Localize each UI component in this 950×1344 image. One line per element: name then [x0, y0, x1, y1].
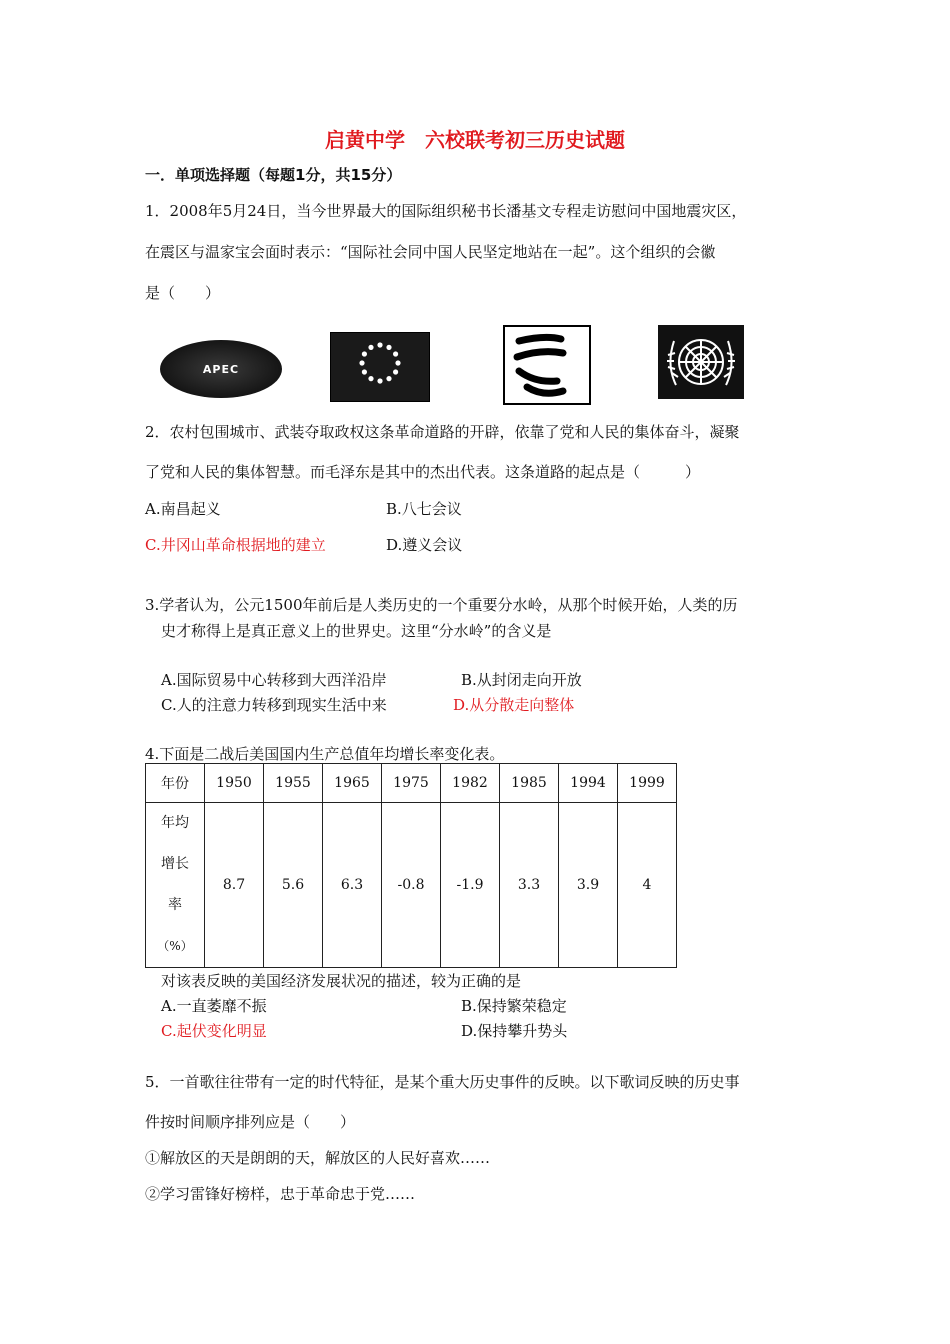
q2-option-a: A.南昌起义 [145, 500, 221, 518]
table-header-row [146, 764, 677, 803]
q5-line2: 件按时间顺序排列应是（ ） [145, 1113, 356, 1131]
row-label-part: 年均 [161, 815, 189, 831]
table-year-cell: 1950 [205, 764, 264, 803]
q4-option-a: A.一直萎靡不振 [161, 997, 267, 1015]
q3-option-d: D.从分散走向整体 [453, 696, 575, 714]
q2-option-d: D.遵义会议 [386, 536, 463, 554]
row-label-part: （%） [157, 939, 193, 953]
q1-line1: 1．2008年5月24日，当今世界最大的国际组织秘书长潘基文专程走访慰问中国地震灾区， [145, 202, 747, 220]
table-year-cell: 1975 [382, 764, 441, 803]
table-value-cell: 5.6 [264, 803, 323, 968]
q1-line2: 在震区与温家宝会面时表示：“国际社会同中国人民坚定地站在一起”。这个组织的会徽 [145, 243, 716, 261]
table-value-cell: 3.3 [500, 803, 559, 968]
table-year-cell: 1999 [618, 764, 677, 803]
table-year-cell: 1985 [500, 764, 559, 803]
table-value-cell: 4 [618, 803, 677, 968]
table-year-cell: 1982 [441, 764, 500, 803]
table-year-cell: 1994 [559, 764, 618, 803]
page-title: 启黄中学 六校联考初三历史试题 [325, 128, 625, 152]
q5-line1: 5．一首歌往往带有一定的时代特征，是某个重大历史事件的反映。以下歌词反映的历史事 [145, 1073, 740, 1091]
row-label-part: 率 [168, 897, 182, 913]
q4-line1: 4.下面是二战后美国国内生产总值年均增长率变化表。 [145, 745, 505, 763]
q4-option-d: D.保持攀升势头 [461, 1022, 568, 1040]
un-emblem-icon [658, 325, 744, 399]
q4-option-c: C.起伏变化明显 [161, 1022, 267, 1040]
q5-item-2: ②学习雷锋好榜样，忠于革命忠于党…… [145, 1185, 416, 1203]
apec-logo-icon [160, 340, 282, 398]
table-value-cell: -0.8 [382, 803, 441, 968]
table-year-cell: 1965 [323, 764, 382, 803]
q2-option-b: B.八七会议 [386, 500, 462, 518]
q3-line1: 3.学者认为，公元1500年前后是人类历史的一个重要分水岭，从那个时候开始，人类的历 [145, 596, 738, 614]
q2-line2: 了党和人民的集体智慧。而毛泽东是其中的杰出代表。这条道路的起点是（ ） [145, 463, 701, 481]
table-header-label: 年份 [146, 764, 205, 803]
wto-logo-icon [503, 325, 591, 405]
q3-option-b: B.从封闭走向开放 [461, 671, 582, 689]
table-value-cell: 6.3 [323, 803, 382, 968]
q2-option-c: C.井冈山革命根据地的建立 [145, 536, 326, 554]
table-value-cell: -1.9 [441, 803, 500, 968]
q1-line3: 是（ ） [145, 284, 221, 302]
table-row-label [146, 803, 205, 968]
q3-option-c: C.人的注意力转移到现实生活中来 [161, 696, 387, 714]
q3-line2: 史才称得上是真正意义上的世界史。这里“分水岭”的含义是 [161, 622, 552, 640]
table-data-row [146, 803, 677, 968]
q5-item-1: ①解放区的天是朗朗的天，解放区的人民好喜欢…… [145, 1149, 491, 1167]
table-value-cell: 8.7 [205, 803, 264, 968]
eu-flag-icon [330, 332, 430, 402]
table-value-cell: 3.9 [559, 803, 618, 968]
table-year-cell: 1955 [264, 764, 323, 803]
section-heading: 一．单项选择题（每题1分，共15分） [145, 166, 402, 184]
row-label-part: 增长 [161, 856, 189, 872]
q4-option-b: B.保持繁荣稳定 [461, 997, 567, 1015]
q2-line1: 2．农村包围城市、武装夺取政权这条革命道路的开辟，依靠了党和人民的集体奋斗，凝聚 [145, 423, 740, 441]
apec-logo-text: APEC [202, 362, 240, 376]
q3-option-a: A.国际贸易中心转移到大西洋沿岸 [161, 671, 387, 689]
q4-prompt: 对该表反映的美国经济发展状况的描述，较为正确的是 [161, 972, 522, 990]
gdp-growth-table [145, 763, 677, 968]
